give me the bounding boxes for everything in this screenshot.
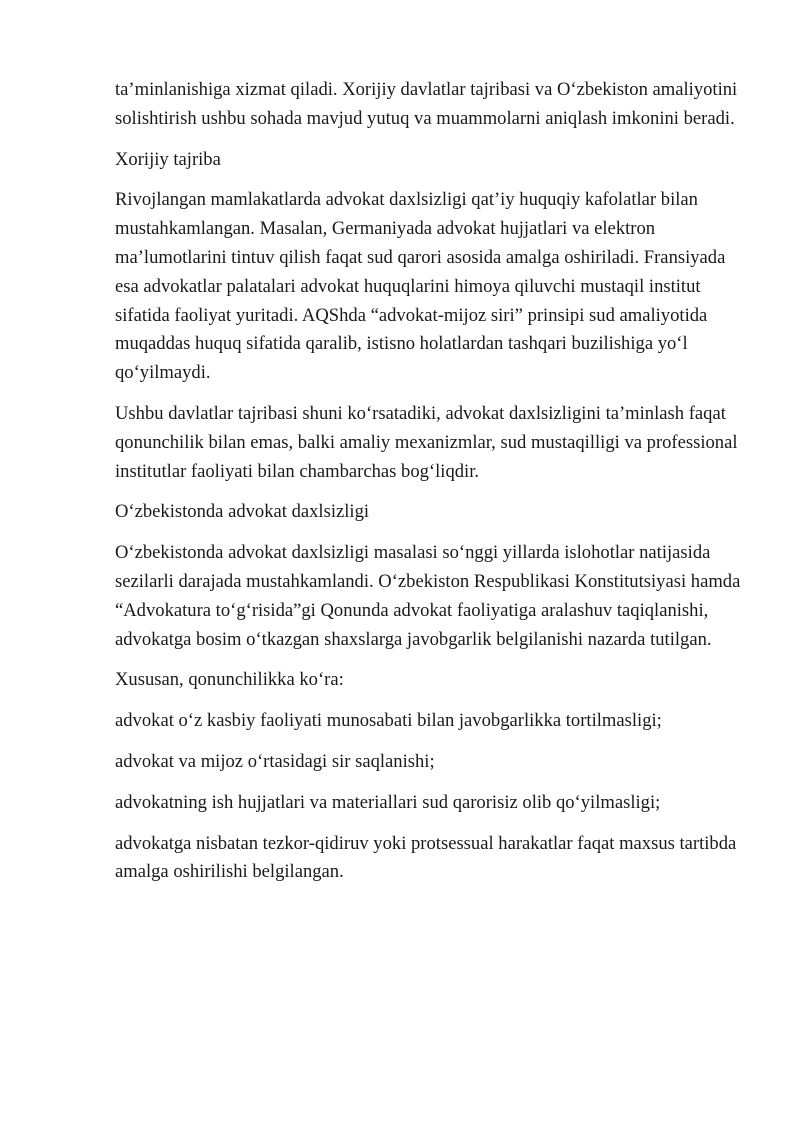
paragraph-foreign-conclusion: Ushbu davlatlar tajribasi shuni ko‘rsatadiki, advokat daxlsizligini ta’minlash faqat qonunchilik bilan emas, balki amaliy mexanizmlar, sud mustaqilligi va professional institutlar faoliyati bilan chambarchas bog‘liqdir.: [115, 402, 738, 482]
paragraph-intro-continuation: ta’minlanishiga xizmat qiladi. Xorijiy davlatlar tajribasi va O‘zbekiston amaliyotini solishtirish ushbu sohada mavjud yutuq va muammolarni aniqlash imkonini beradi.: [115, 79, 738, 129]
list-item: advokatga nisbatan tezkor-qidiruv yoki protsessual harakatlar faqat maxsus tartibda amalga oshirilishi belgilangan.: [115, 832, 737, 883]
document-page: [115, 76, 745, 899]
section-heading-foreign-experience: Xorijiy tajriba: [115, 148, 221, 170]
list-item: advokatning ish hujjatlari va materiallari sud qarorisiz olib qo‘yilmasligi;: [115, 791, 661, 813]
list-item: advokat o‘z kasbiy faoliyati munosabati bilan javobgarlikka tortilmasligi;: [115, 710, 662, 732]
list-item: advokat va mijoz o‘rtasidagi sir saqlanishi;: [115, 750, 435, 772]
section-heading-uzbekistan: O‘zbekistonda advokat daxlsizligi: [115, 501, 370, 523]
paragraph-uzbekistan-reforms: O‘zbekistonda advokat daxlsizligi masalasi so‘nggi yillarda islohotlar natijasida sezilarli darajada mustahkamlandi. O‘zbekiston Respublikasi Konstitutsiyasi hamda “Advokatura to‘g‘risida”gi Qonunda advokat faoliyatiga aralashuv taqiqlanishi, advokatga bosim o‘tkazgan shaxslarga javobgarlik belgilanishi nazarda tutilgan.: [115, 542, 741, 650]
paragraph-foreign-experience: Rivojlangan mamlakatlarda advokat daxlsizligi qat’iy huquqiy kafolatlar bilan mustahkamlangan. Masalan, Germaniyada advokat hujjatlari va elektron ma’lumotlarini tintuv qilish faqat sud qarori asosida amalga oshiriladi. Fransiyada esa advokatlar palatalari advokat huquqlarini himoya qiluvchi mustaqil institut sifatida faoliyat yuritadi. AQShda “advokat-mijoz siri” prinsipi sud amaliyotida muqaddas huquq sifatida qaralib, istisno holatlardan tashqari buzilishiga yo‘l qo‘yilmaydi.: [115, 189, 726, 384]
paragraph-legislation-intro: Xususan, qonunchilikka ko‘ra:: [115, 669, 344, 691]
